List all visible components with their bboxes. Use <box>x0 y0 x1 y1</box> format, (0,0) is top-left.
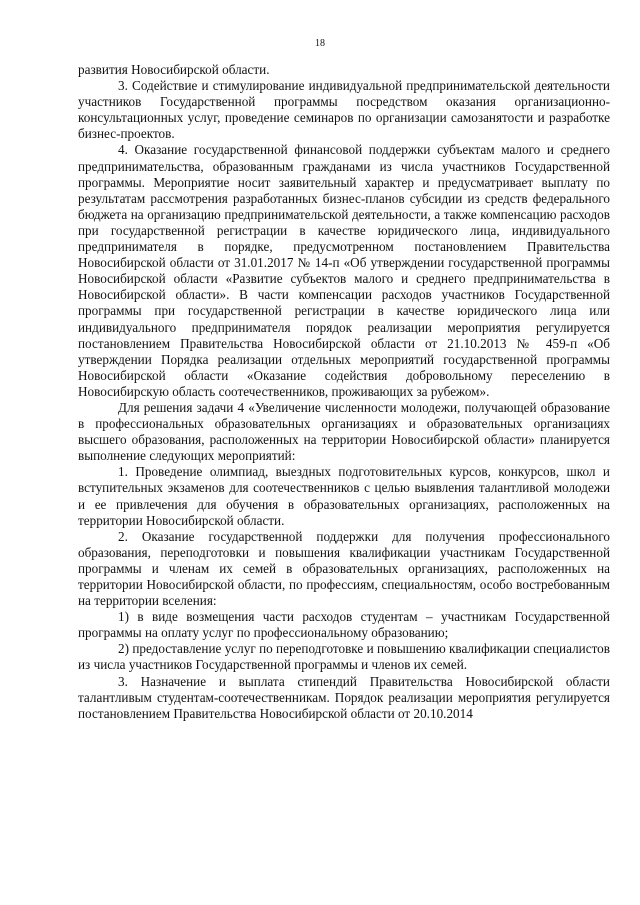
paragraph-item-3: 3. Содействие и стимулирование индивидуальной предпринимательской деятельности участников Государственной программы посредством оказания организационно-консультационных услуг, проведение семинаров по организации самозанятости и разработке бизнес-проектов. <box>78 78 610 142</box>
paragraph-subitem-1: 1) в виде возмещения части расходов студентам – участникам Государственной программы на оплату услуг по профессиональному образованию; <box>78 609 610 641</box>
page-number: 18 <box>315 38 325 49</box>
paragraph-item-4: 4. Оказание государственной финансовой поддержки субъектам малого и среднего предпринимательства, образованным гражданами из числа участников Государственной программы. Мероприятие носит заявительный характер и предусматривает выплату по результатам рассмотрения разработанных бизнес-планов субсидии из средств федерального бюджета на организацию предпринимательской деятельности, а также компенсацию расходов при государственной регистрации в качестве юридического лица, индивидуального предпринимателя в порядке, предусмотренном постановлением Правительства Новосибирской области от 31.01.2017 № 14-п «Об утверждении государственной программы Новосибирской области «Развитие субъектов малого и среднего предпринимательства в Новосибирской области». В части компенсации расходов участников Государственной программы при государственной регистрации в качестве юридического лица или индивидуального предпринимателя порядок реализации мероприятия регулируется постановлением Правительства Новосибирской области от 21.10.2013 № 459-п «Об утверждении Порядка реализации отдельных мероприятий государственной программы Новосибирской области «Оказание содействия добровольному переселению в Новосибирскую область соотечественников, проживающих за рубежом». <box>78 142 610 399</box>
paragraph-task4-item-2: 2. Оказание государственной поддержки для получения профессионального образования, переподготовки и повышения квалификации участникам Государственной программы и членам их семей в образовательных организациях, расположенных на территории Новосибирской области, по профессиям, специальностям, особо востребованным на территории вселения: <box>78 528 610 609</box>
paragraph-task-4: Для решения задачи 4 «Увеличение численности молодежи, получающей образование в профессиональных образовательных организациях и образовательных организациях высшего образования, расположенных на территории Новосибирской области» планируется выполнение следующих мероприятий: <box>78 399 610 464</box>
document-body <box>78 62 610 722</box>
paragraph-subitem-2: 2) предоставление услуг по переподготовке и повышению квалификации специалистов из числа участников Государственной программы и членов их семей. <box>78 641 610 673</box>
paragraph-task4-item-1: 1. Проведение олимпиад, выездных подготовительных курсов, конкурсов, школ и вступительных экзаменов для соотечественников с целью выявления талантливой молодежи и ее привлечения для обучения в образовательных организациях, расположенных на территории Новосибирской области. <box>78 464 610 528</box>
paragraph-task4-item-3: 3. Назначение и выплата стипендий Правительства Новосибирской области талантливым студентам-соотечественникам. Порядок реализации мероприятия регулируется постановлением Правительства Новосибирской области от 20.10.2014 <box>78 673 610 721</box>
paragraph-continuation: развития Новосибирской области. <box>78 62 270 77</box>
